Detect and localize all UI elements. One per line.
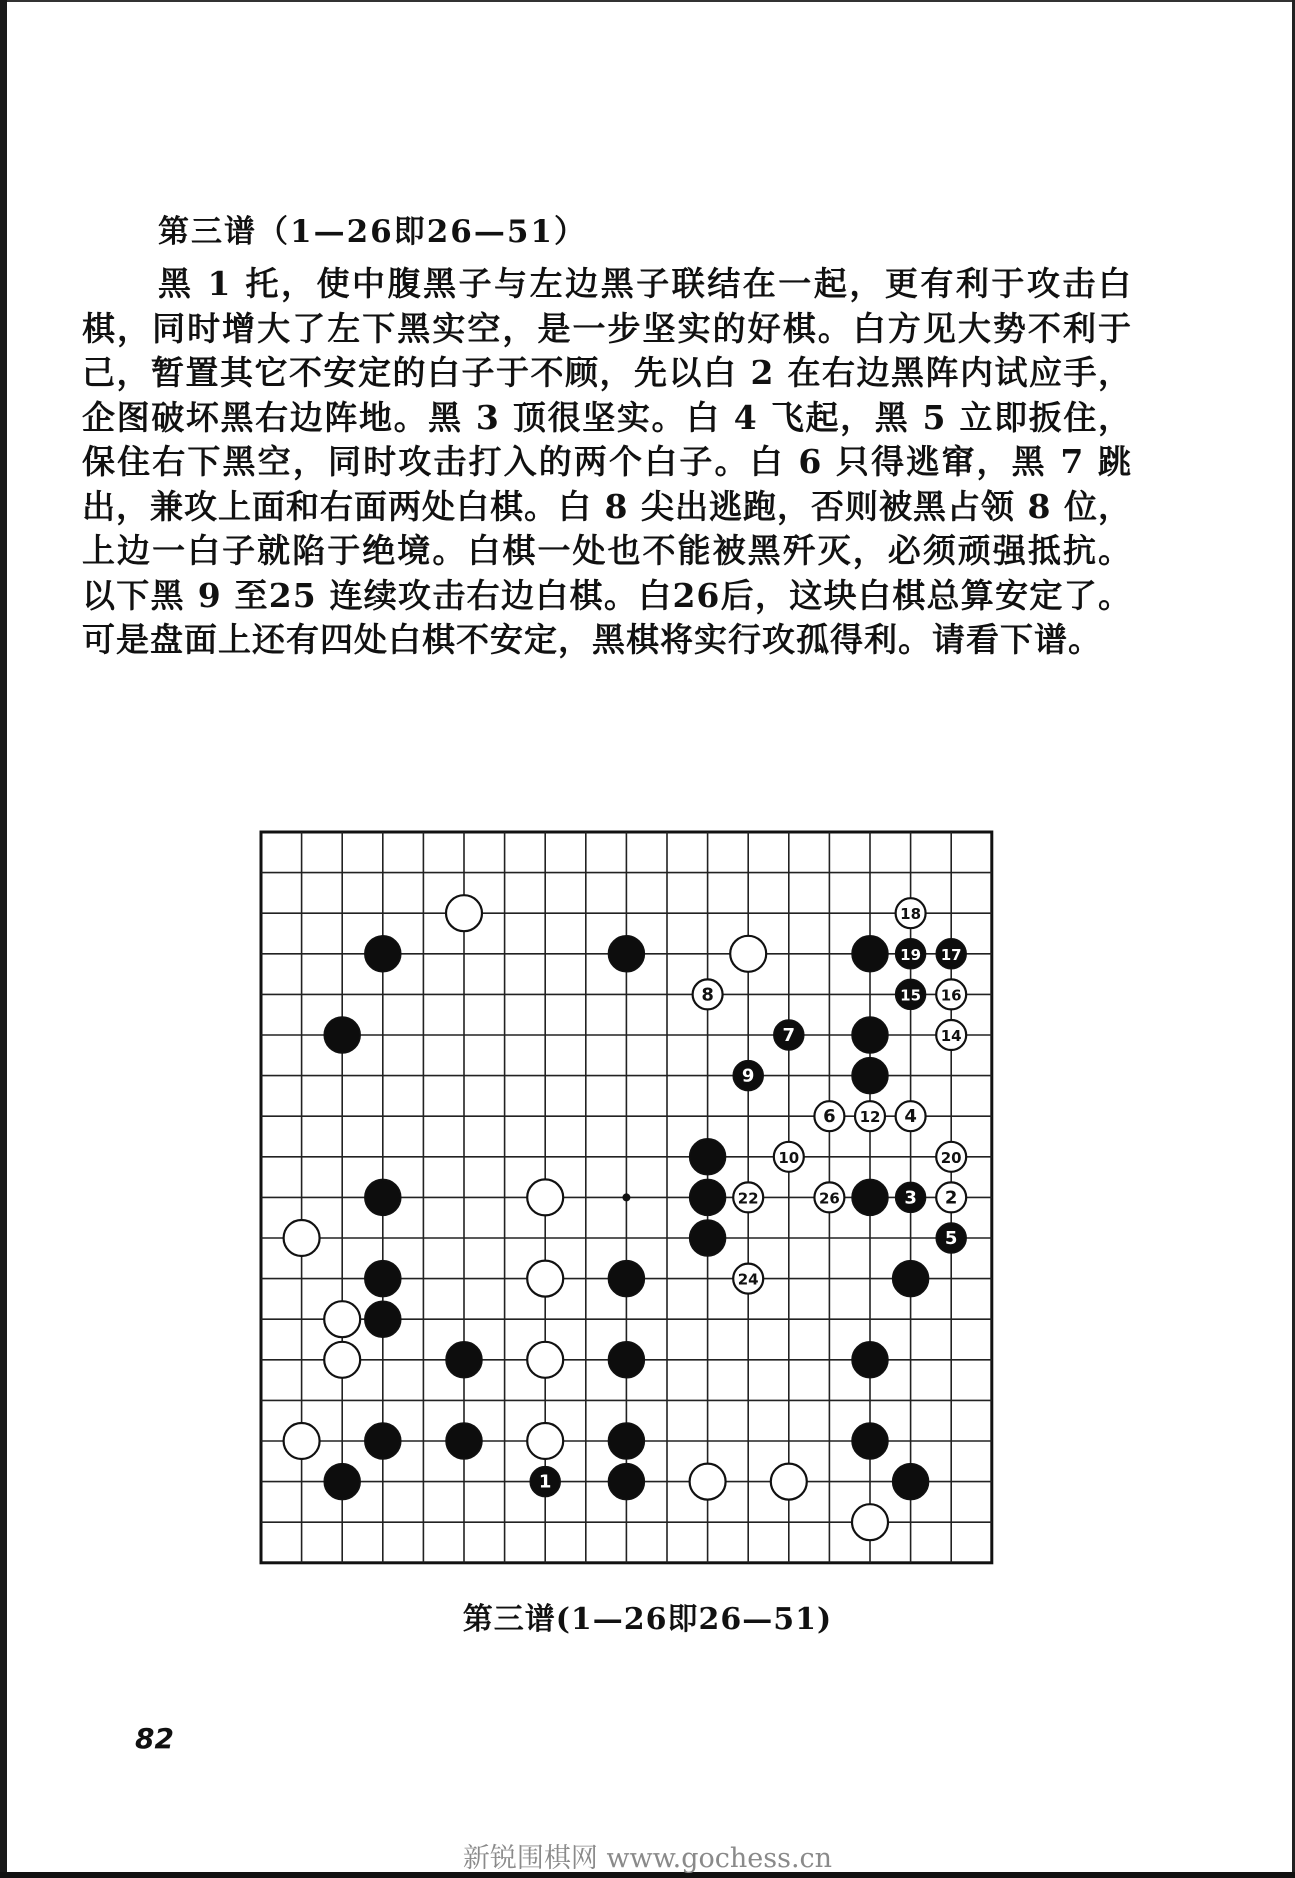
white-stone-12	[855, 1101, 885, 1131]
stone-move-number: 10	[778, 1148, 800, 1167]
black-stone	[324, 1017, 360, 1053]
stone-move-number: 26	[818, 1189, 840, 1208]
black-stone	[852, 1058, 888, 1094]
stone-move-number: 24	[737, 1270, 759, 1289]
black-stone	[690, 1139, 726, 1175]
white-stone	[730, 936, 766, 972]
black-stone	[690, 1179, 726, 1215]
white-stone-22	[733, 1182, 763, 1212]
black-stone	[852, 1017, 888, 1053]
white-stone-2	[936, 1182, 966, 1212]
white-stone-6	[814, 1101, 844, 1131]
black-stone	[446, 1342, 482, 1378]
site-watermark: 新锐围棋网 www.gochess.cn	[462, 1843, 833, 1874]
black-stone	[608, 936, 644, 972]
white-stone-4	[896, 1101, 926, 1131]
white-stone-26	[814, 1182, 844, 1212]
white-stone	[284, 1220, 320, 1256]
diagram-heading: 第三谱（1—26即26—51）	[158, 214, 587, 250]
stone-move-number: 9	[741, 1065, 755, 1087]
board-stones	[284, 895, 967, 1540]
stone-move-number: 22	[737, 1189, 759, 1208]
black-stone	[608, 1464, 644, 1500]
black-stone	[893, 1261, 929, 1297]
black-stone	[446, 1423, 482, 1459]
black-stone	[852, 1423, 888, 1459]
white-stone	[324, 1301, 360, 1337]
stone-move-number: 19	[900, 945, 922, 964]
white-stone-10	[774, 1142, 804, 1172]
black-stone	[852, 1179, 888, 1215]
white-stone	[690, 1464, 726, 1500]
stone-move-number: 16	[940, 986, 962, 1005]
stone-move-number: 15	[900, 986, 922, 1005]
white-stone	[324, 1342, 360, 1378]
white-stone	[446, 895, 482, 931]
black-stone	[365, 1423, 401, 1459]
white-stone-16	[936, 979, 966, 1009]
black-stone	[324, 1464, 360, 1500]
stone-move-number: 17	[940, 945, 962, 964]
black-stone-15	[896, 979, 926, 1009]
black-stone	[608, 1423, 644, 1459]
white-stone-8	[693, 979, 723, 1009]
stone-move-number: 7	[782, 1025, 796, 1046]
stone-move-number: 18	[900, 905, 922, 924]
stone-move-number: 12	[859, 1108, 881, 1127]
stone-move-number: 8	[701, 984, 714, 1006]
white-stone	[527, 1423, 563, 1459]
black-stone	[365, 1179, 401, 1215]
star-point	[622, 1193, 630, 1201]
black-stone-3	[896, 1182, 926, 1212]
stone-move-number: 14	[940, 1027, 962, 1045]
black-stone	[365, 1261, 401, 1297]
white-stone	[527, 1342, 563, 1378]
black-stone	[852, 936, 888, 972]
page-number: 82	[135, 1722, 174, 1755]
black-stone-1	[530, 1467, 560, 1497]
white-stone-24	[733, 1264, 763, 1294]
commentary-paragraph: 黑 1 托，使中腹黑子与左边黑子联结在一起，更有利于攻击白棋，同时增大了左下黑实空，是一步坚实的好棋。白方见大势不利于己，暂置其它不安定的白子于不顾，先以白 2 在右边黑阵内试应手，企图破坏黑右边阵地。黑 3 顶很坚实。白 4 飞起，黑 5 立即扳住，保住右下黑空，同时攻击打入的两个白子。白 6 只得逃窜，黑 7 跳出，兼攻上面和右面两处白棋。白 8 尖出逃跑，否则被黑占领 8 位，上边一白子就陷于绝境。白棋一处也不能被黑歼灭，必须顽强抵抗。以下黑 9 至25 连续攻击右边白棋。白26后，这块白棋总算安定了。可是盘面上还有四处白棋不安定，黑棋将实行攻孤得利。请看下谱。	[82, 264, 1132, 659]
white-stone-14	[936, 1020, 966, 1050]
black-stone	[608, 1261, 644, 1297]
black-stone-19	[896, 939, 926, 969]
page-frame-top	[0, 0, 1295, 2]
diagram-caption: 第三谱(1—26即26—51)	[462, 1602, 833, 1637]
black-stone	[852, 1342, 888, 1378]
white-stone	[852, 1504, 888, 1540]
black-stone	[365, 936, 401, 972]
stone-move-number: 4	[904, 1106, 917, 1128]
stone-move-number: 20	[940, 1148, 962, 1167]
black-stone-9	[733, 1061, 763, 1091]
white-stone	[771, 1464, 807, 1500]
black-stone	[893, 1464, 929, 1500]
white-stone-20	[936, 1142, 966, 1172]
black-stone-5	[936, 1223, 966, 1253]
white-stone	[527, 1261, 563, 1297]
go-board	[255, 826, 1000, 1581]
black-stone	[690, 1220, 726, 1256]
black-stone-7	[774, 1020, 804, 1050]
stone-move-number: 1	[538, 1471, 552, 1493]
black-stone	[608, 1342, 644, 1378]
stone-move-number: 5	[944, 1228, 958, 1249]
stone-move-number: 6	[823, 1106, 836, 1128]
white-stone	[284, 1423, 320, 1459]
black-stone-17	[936, 939, 966, 969]
stone-move-number: 2	[944, 1187, 958, 1209]
white-stone-18	[896, 898, 926, 928]
black-stone	[365, 1301, 401, 1337]
go-board-figure	[255, 826, 1000, 1585]
white-stone	[527, 1179, 563, 1215]
stone-move-number: 3	[904, 1187, 917, 1209]
